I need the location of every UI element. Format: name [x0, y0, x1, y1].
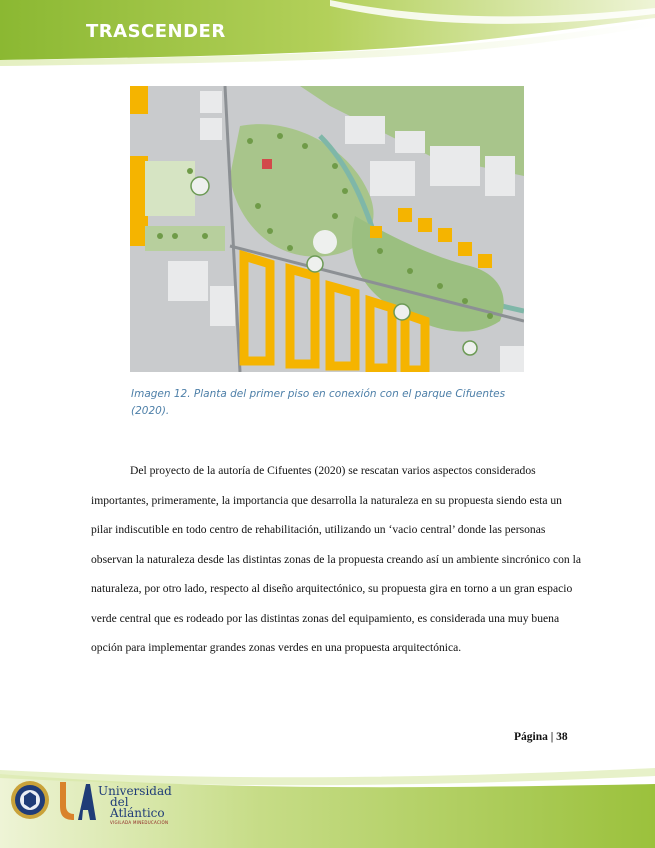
logo-wordmark [98, 786, 172, 827]
university-seal-icon [10, 780, 50, 820]
logo-tagline: VIGILADA MINEDUCACIÓN [110, 820, 169, 825]
figure-caption: Imagen 12. Planta del primer piso en conexión con el parque Cifuentes (2020). [131, 388, 506, 417]
university-logo [10, 778, 172, 826]
logo-line-1: Universidad [98, 784, 172, 798]
body-paragraph: Del proyecto de la autoría de Cifuentes (2020) se rescatan varios aspectos considerados importantes, primeramente, la importancia que desarrolla la naturaleza en su propuesta siendo esta un pilar indiscutible en todo centro de rehabilitación, utilizando un ‘vacio central’ donde las personas observan la naturaleza desde las distintas zonas de la propuesta creando así un ambiente sincrónico con la naturaleza, por otro lado, respecto al diseño arquitectónico, su propuesta gira en torno a un gran espacio verde central que es rodeado por las distintas zonas del equipamiento, es considerada una muy buena opción para implementar grandes zonas verdes en una propuesta arquitectónica. [91, 464, 581, 654]
header-title: TRASCENDER [86, 21, 226, 42]
logo-line-2: del Atlántico [110, 795, 165, 820]
page-number: Página | 38 [514, 731, 568, 743]
ua-mark-icon [56, 778, 96, 822]
site-plan-image [130, 86, 524, 372]
